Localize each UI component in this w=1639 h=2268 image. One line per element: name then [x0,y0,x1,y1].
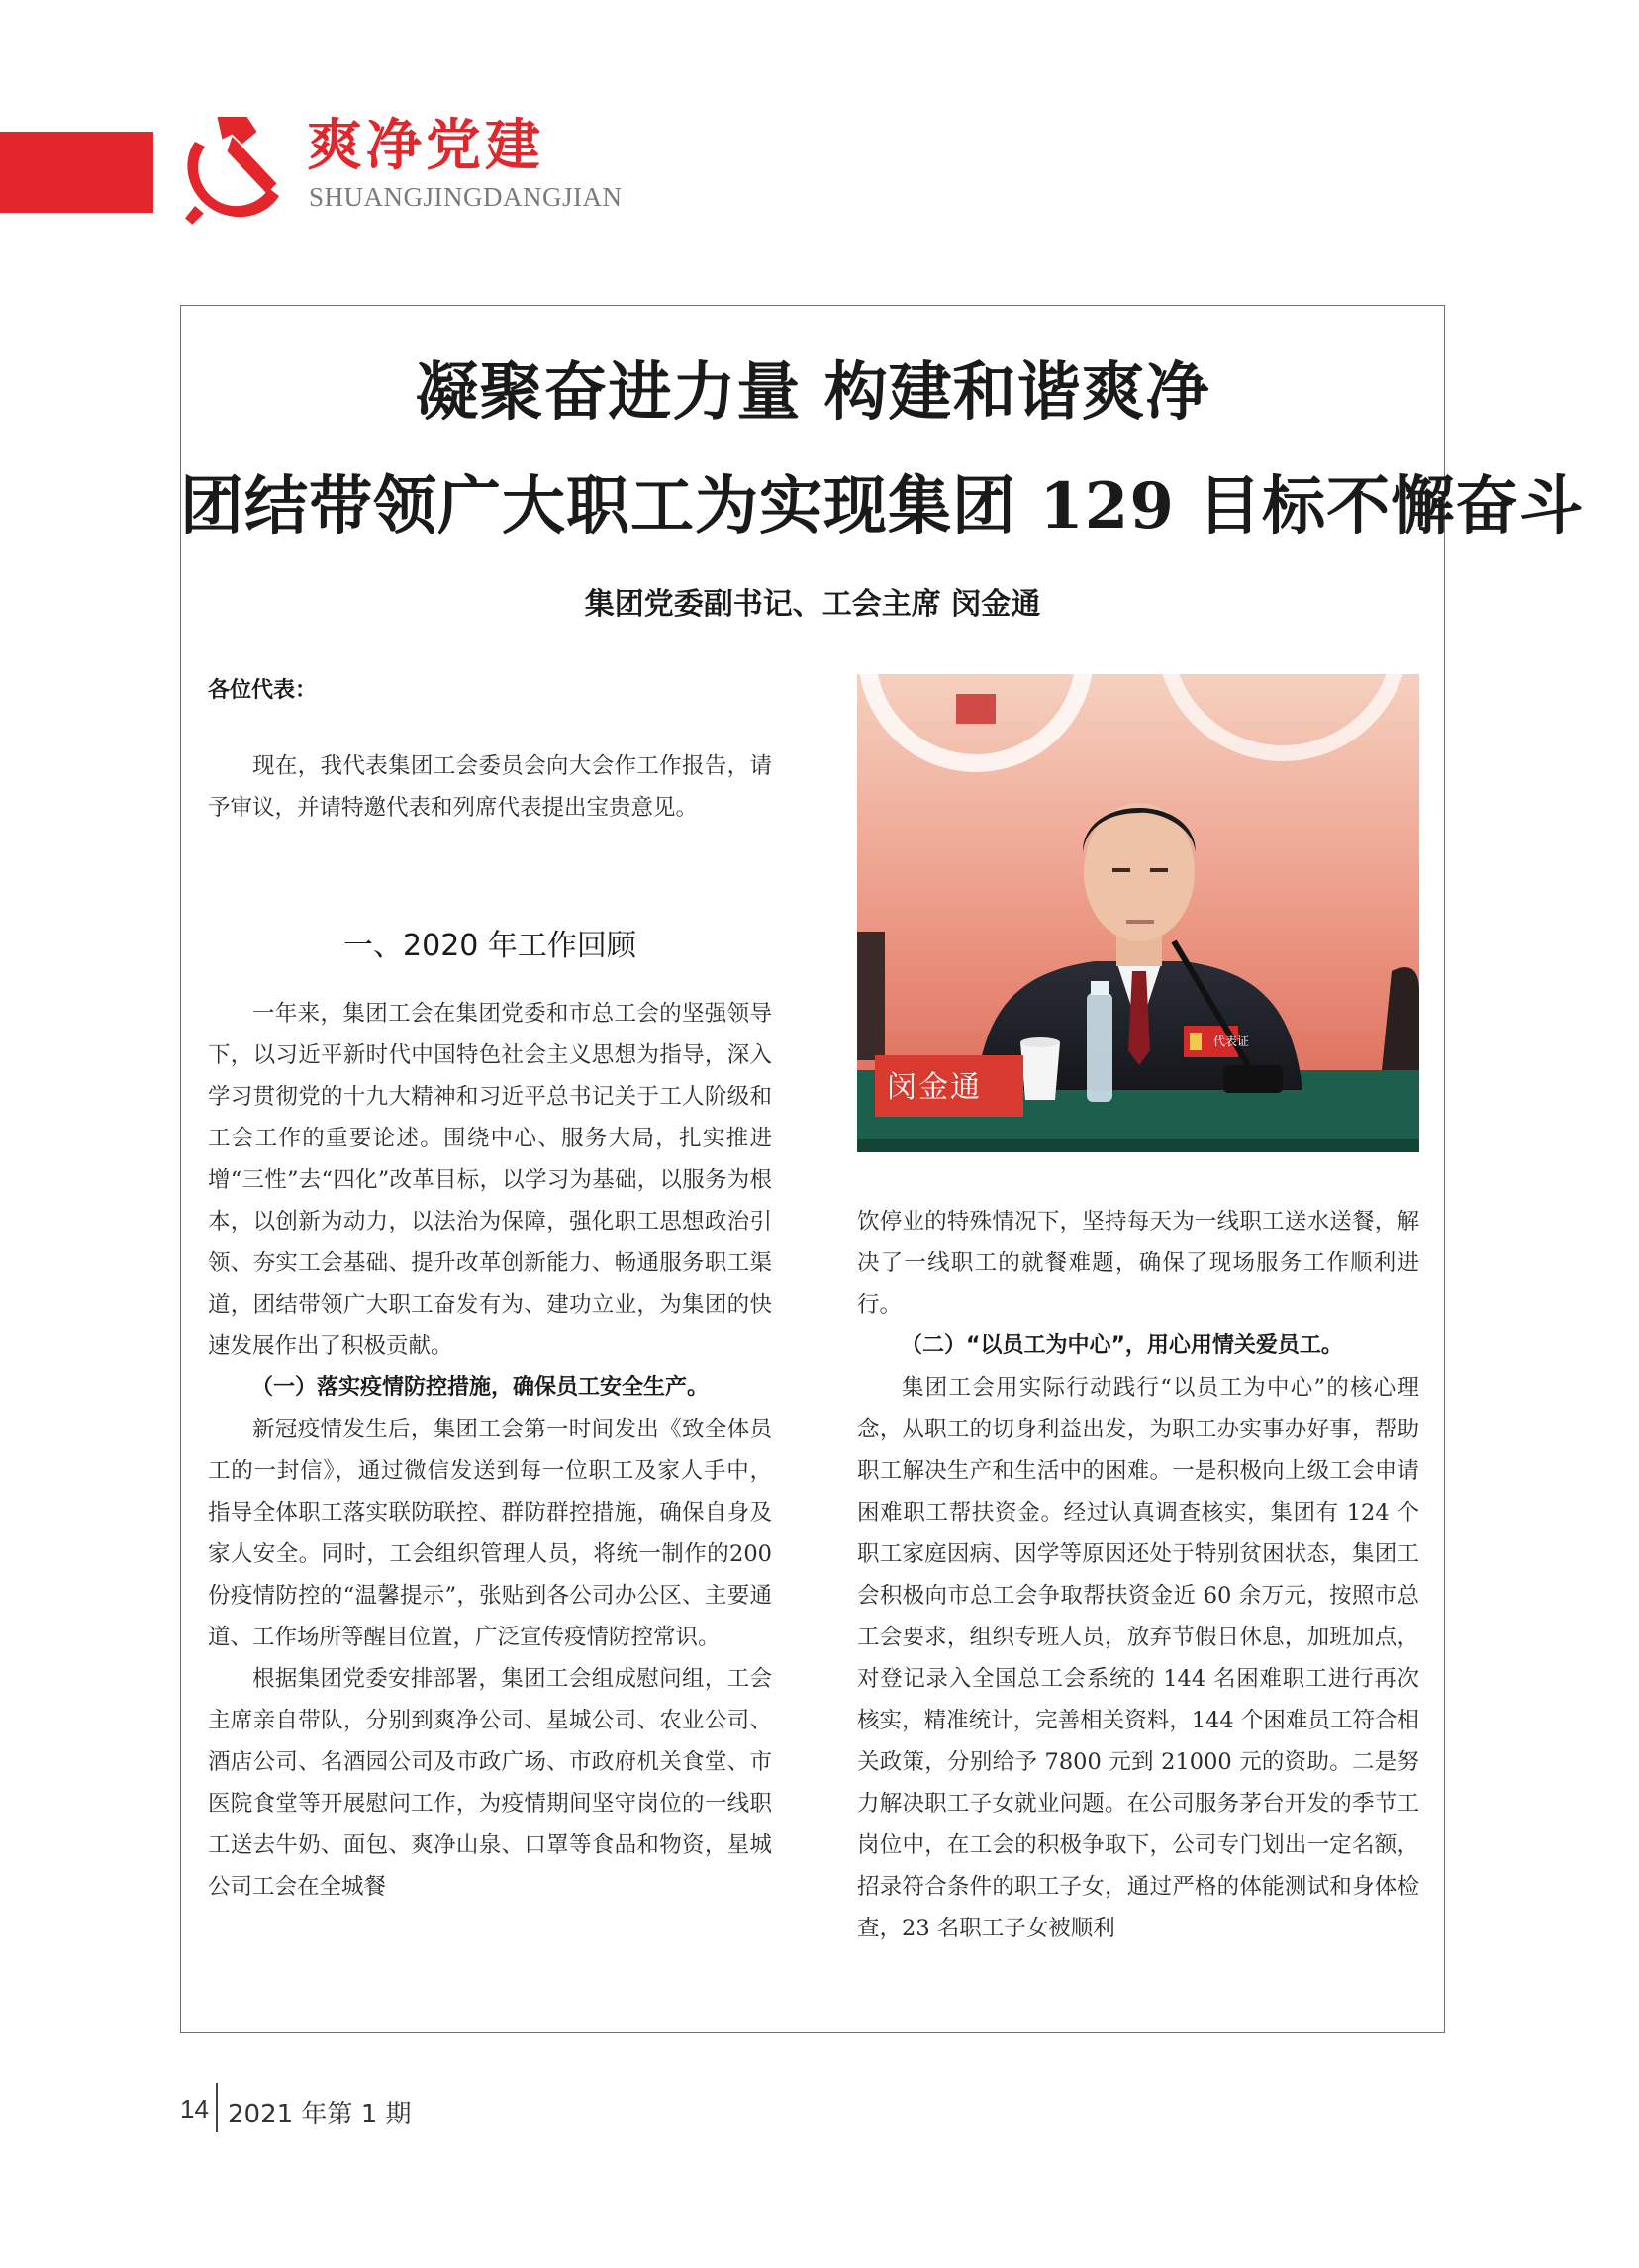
footer-divider [216,2083,218,2132]
brand-title: 爽净党建 [307,114,544,178]
paragraph-2: 新冠疫情发生后，集团工会第一时间发出《致全体员工的一封信》，通过微信发送到每一位职工及家人手中，指导全体职工落实联防联控、群防群控措施，确保自身及家人安全。同时，工会组织管理人员，将统一制作的200份疫情防控的“温馨提示”，张贴到各公司办公区、主要通道、工作场所等醒目位置，广泛宣传疫情防控常识。 [208,1417,772,1650]
greeting: 各位代表： [208,678,318,703]
left-column [208,993,772,1908]
party-emblem-icon [170,107,294,231]
section-heading: 一、2020 年工作回顾 [343,929,636,963]
delegate-badge: 代表证 [1213,1035,1250,1048]
page-number: 14 [180,2094,209,2123]
header-red-bar [0,132,153,213]
issue-label: 2021 年第 1 期 [228,2100,412,2129]
article-author: 集团党委副书记、工会主席 闵金通 [584,587,1041,622]
paragraph-4: 集团工会用实际行动践行“以员工为中心”的核心理念，从职工的切身利益出发，为职工办实事办好事，帮助职工解决生产和生活中的困难。一是积极向上级工会申请困难职工帮扶资金。经过认真调查核实，集团有 124 个职工家庭因病、因学等原因还处于特别贫困状态，集团工会积极向市总工会争取帮扶资金近 60 余万元，按照市总工会要求，组织专班人员，放弃节假日休息，加班加点，对登记录入全国总工会系统的 144 名困难职工进行再次核实，精准统计，完善相关资料，144 个困难员工符合相关政策，分别给予 7800 元到 21000 元的资助。二是努力解决职工子女就业问题。在公司服务茅台开发的季节工岗位中，在工会的积极争取下，公司专门划出一定名额，招录符合条件的职工子女，通过严格的体能测试和身体检查，23 名职工子女被顺利 [857,1375,1419,1941]
article-title-line2: 团结带领广大职工为实现集团 129 目标不懈奋斗 [180,469,1585,543]
paragraph-1: 一年来，集团工会在集团党委和市总工会的坚强领导下，以习近平新时代中国特色社会主义思想为指导，深入学习贯彻党的十九大精神和习近平总书记关于工人阶级和工会工作的重要论述。围绕中心、服务大局，扎实推进增“三性”去“四化”改革目标，以学习为基础，以服务为根本，以创新为动力，以法治为保障，强化职工思想政治引领、夯实工会基础、提升改革创新能力、畅通服务职工渠道，团结带领广大职工奋发有为、建功立业，为集团的快速发展作出了积极贡献。 [208,1001,772,1359]
nameplate: 闵金通 [887,1070,982,1105]
right-column [857,1201,1419,1949]
paragraph-3-continued: 饮停业的特殊情况下，坚持每天为一线职工送水送餐，解决了一线职工的就餐难题，确保了现场服务工作顺利进行。 [857,1209,1419,1318]
subheading-1: （一）落实疫情防控措施，确保员工安全生产。 [251,1375,710,1400]
speaker-photo [857,674,1419,1152]
intro-paragraph: 现在，我代表集团工会委员会向大会作工作报告，请予审议，并请特邀代表和列席代表提出宝贵意见。 [208,753,772,821]
intro-block [208,745,772,829]
brand-subtitle: SHUANGJINGDANGJIAN [309,182,623,212]
subheading-2: （二）“以员工为中心”，用心用情关爱员工。 [901,1333,1343,1358]
paragraph-3: 根据集团党委安排部署，集团工会组成慰问组，工会主席亲自带队，分别到爽净公司、星城公司、农业公司、酒店公司、名酒园公司及市政广场、市政府机关食堂、市医院食堂等开展慰问工作，为疫情期间坚守岗位的一线职工送去牛奶、面包、爽净山泉、口罩等食品和物资，星城公司工会在全城餐 [208,1666,772,1900]
article-title-line1: 凝聚奋进力量 构建和谐爽净 [415,355,1210,430]
